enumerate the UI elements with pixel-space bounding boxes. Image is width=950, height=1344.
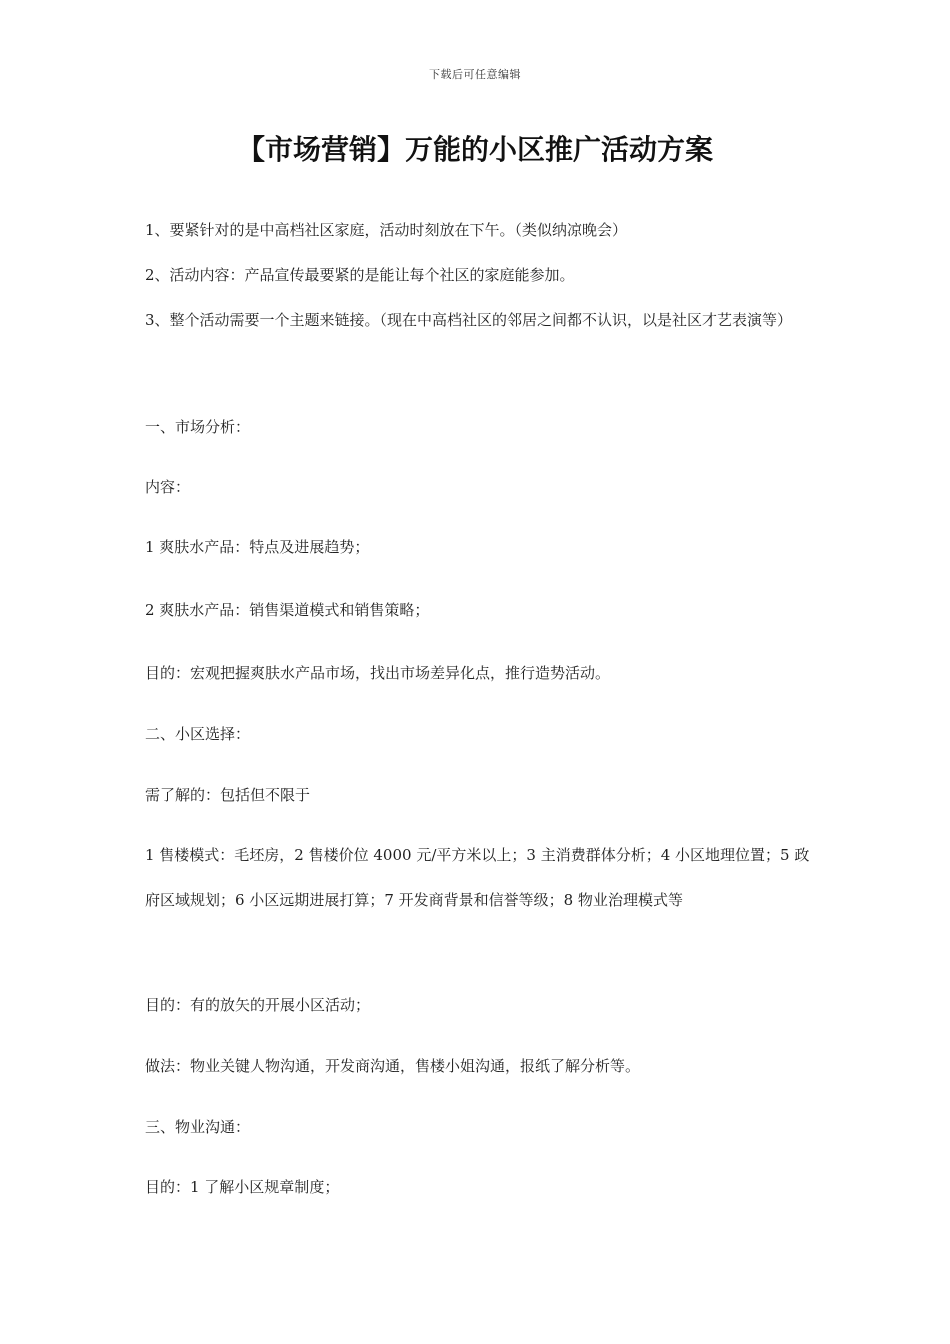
paragraph-2: 2、活动内容：产品宣传最要紧的是能让每个社区的家庭能参加。 — [145, 266, 575, 284]
paragraph-need-to-know: 需了解的：包括但不限于 — [145, 786, 311, 804]
paragraph-selection-goal: 目的：有的放矢的开展小区活动； — [145, 996, 371, 1014]
paragraph-product-features: 1 爽肤水产品：特点及进展趋势； — [145, 538, 370, 556]
section-heading-market-analysis: 一、市场分析： — [145, 418, 251, 436]
paragraph-content-label: 内容： — [145, 478, 191, 496]
paragraph-method: 做法：物业关键人物沟通，开发商沟通，售楼小姐沟通，报纸了解分析等。 — [145, 1057, 641, 1075]
paragraph-3: 3、整个活动需要一个主题来链接。（现在中高档社区的邻居之间都不认识，以是社区才艺表演等） — [145, 311, 793, 329]
section-heading-community-selection: 二、小区选择： — [145, 725, 251, 743]
paragraph-property-goal: 目的：1 了解小区规章制度； — [145, 1178, 340, 1196]
paragraph-1: 1、要紧针对的是中高档社区家庭，活动时刻放在下午。（类似纳凉晚会） — [145, 221, 628, 239]
document-title: 【市场营销】万能的小区推广活动方案 — [236, 133, 713, 166]
paragraph-criteria-list: 1 售楼模式：毛坯房，2 售楼价位 4000 元/平方米以上；3 主消费群体分析；4 小区地理位置；5 政府区域规划；6 小区远期进展打算；7 开发商背景和信誉等级；8 物业治理模式等 — [145, 846, 810, 909]
paragraph-sales-channels: 2 爽肤水产品：销售渠道模式和销售策略； — [145, 601, 430, 619]
paragraph-market-goal: 目的：宏观把握爽肤水产品市场，找出市场差异化点，推行造势活动。 — [145, 664, 611, 682]
section-heading-property-communication: 三、物业沟通： — [145, 1118, 251, 1136]
header-note: 下载后可任意编辑 — [429, 68, 521, 81]
